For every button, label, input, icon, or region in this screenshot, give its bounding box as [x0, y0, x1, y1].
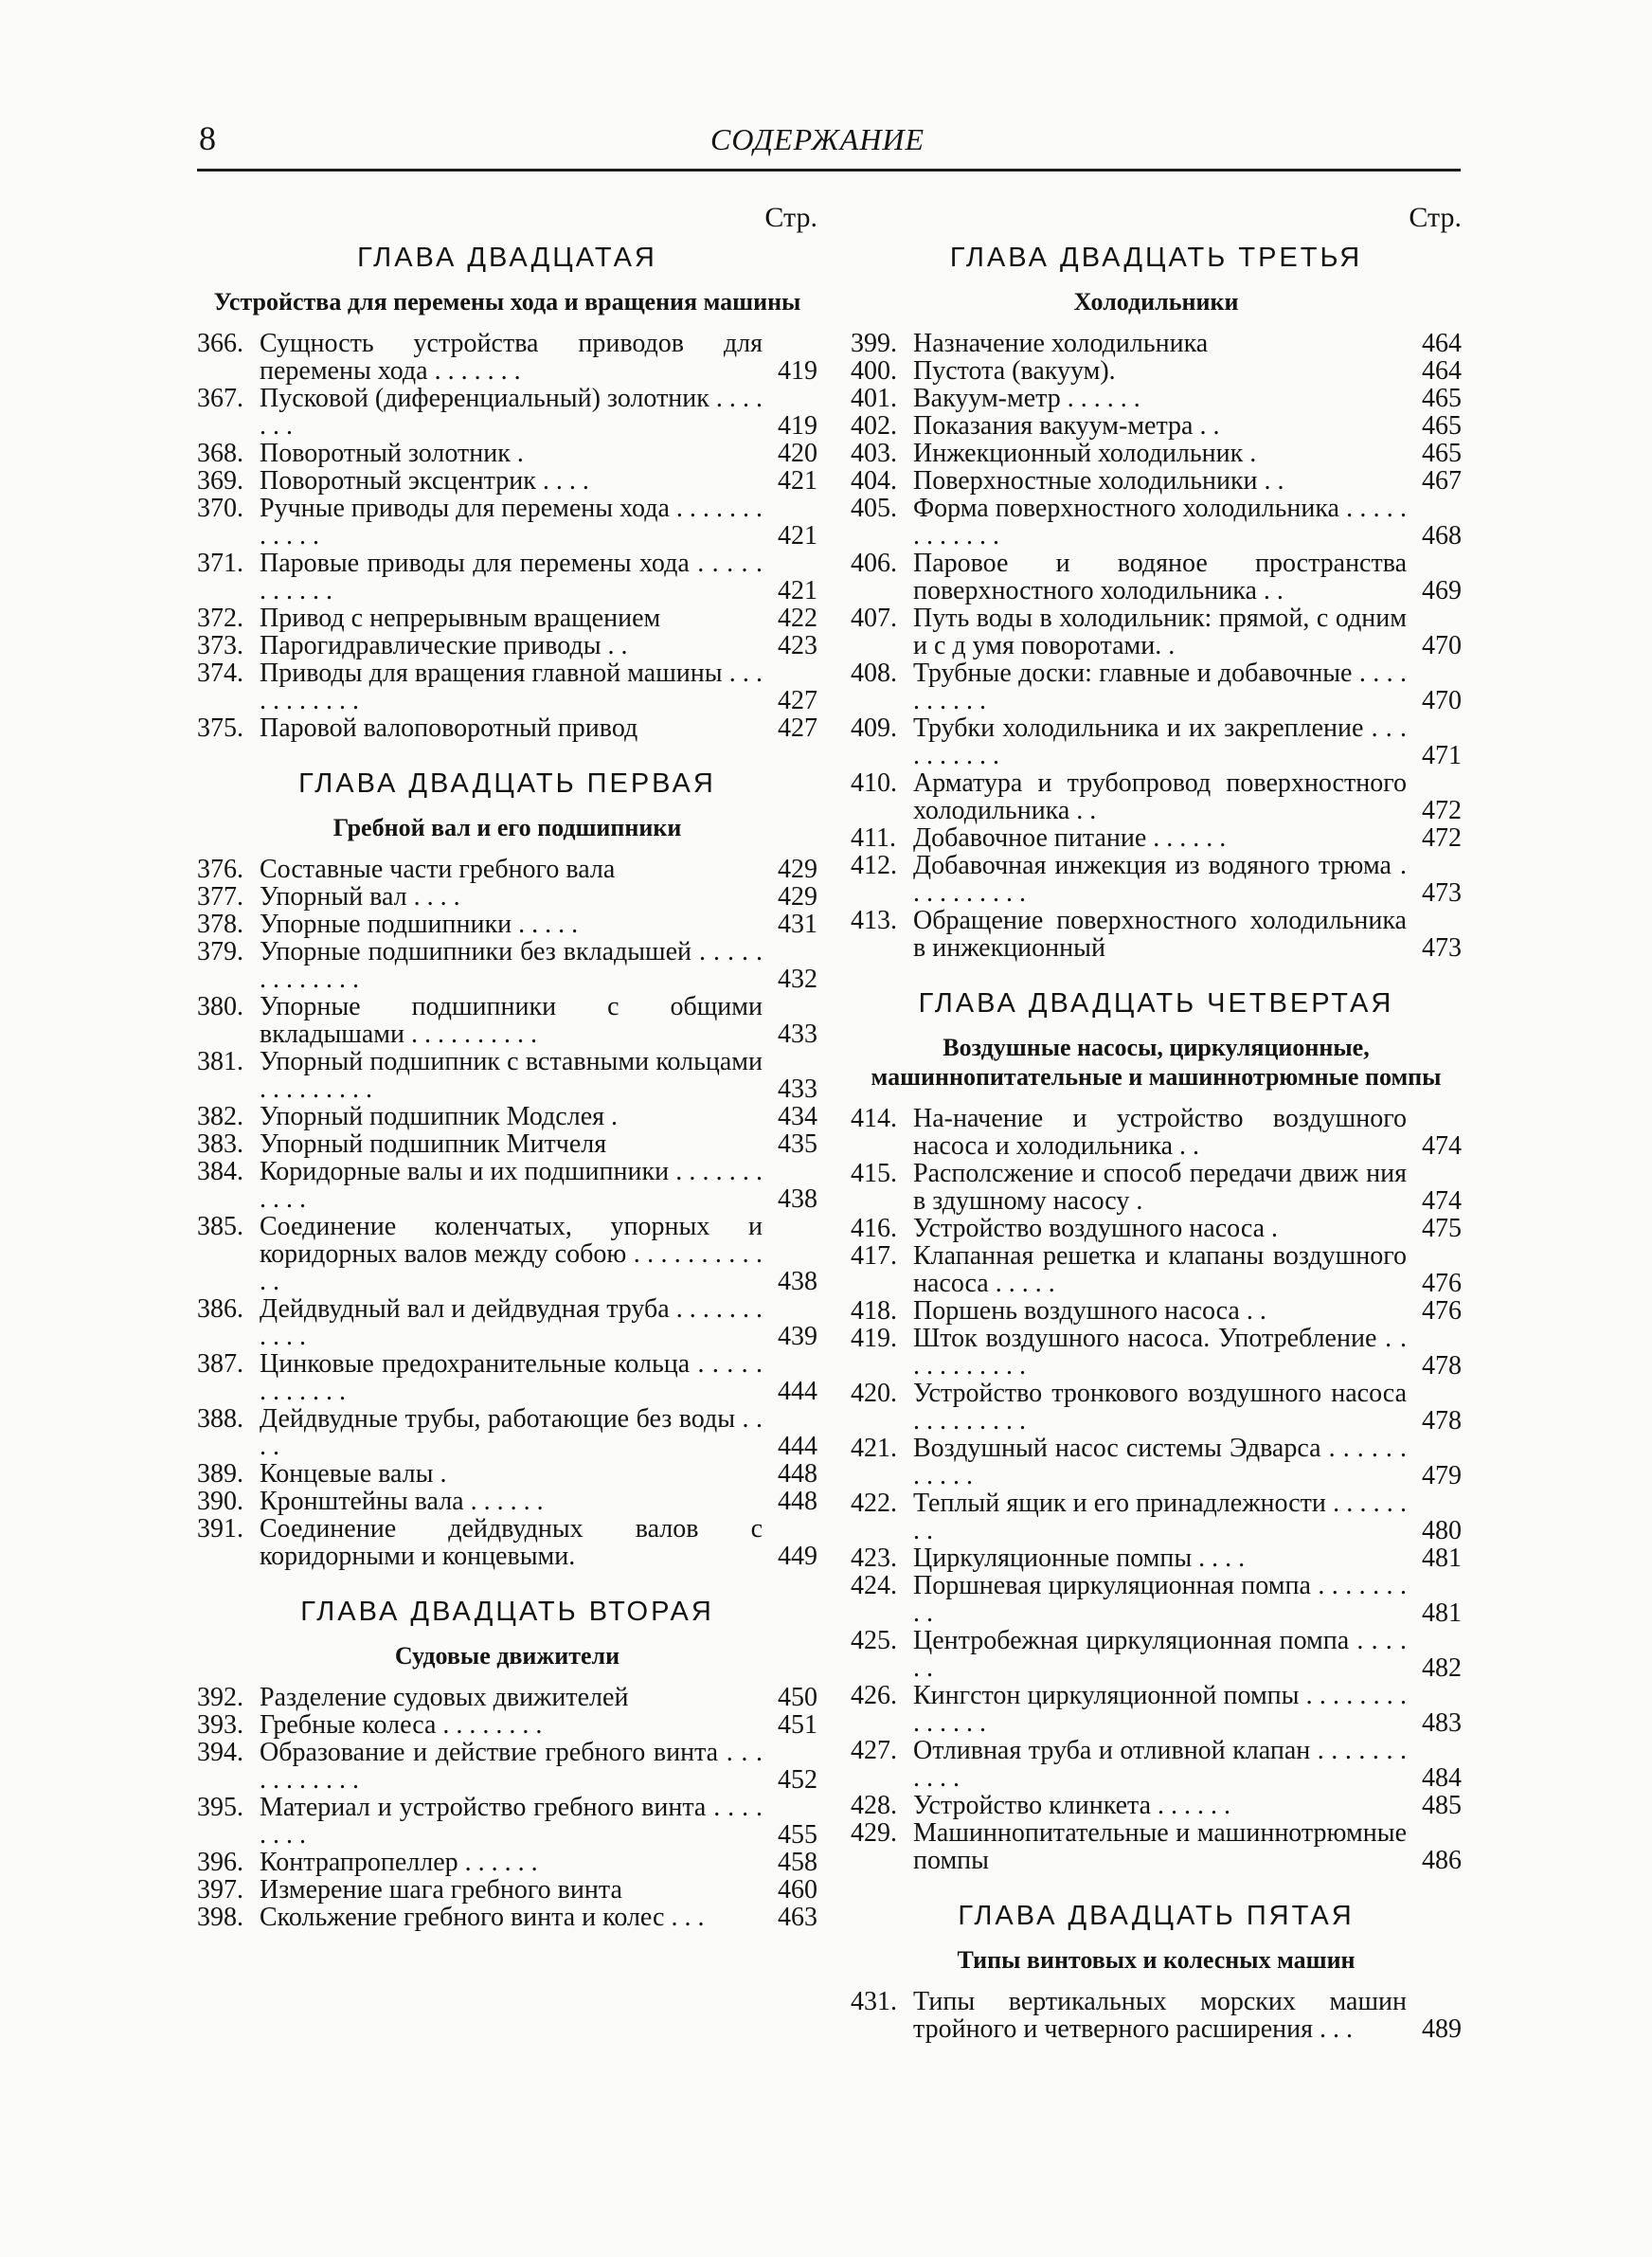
entry-title: Ручные приводы для перемены хода . . . . . . . . . . . .	[260, 494, 763, 551]
toc-entry	[851, 1490, 1462, 1544]
entry-title: Составные части гребного вала	[260, 855, 616, 884]
entry-number: 418.	[851, 1296, 897, 1326]
entry-title: Упорные подшипники с общими вкладышами . . . . . . . . . .	[260, 992, 763, 1049]
entry-number: 423.	[851, 1544, 897, 1573]
entry-title: Показания вакуум-метра . .	[913, 411, 1220, 441]
entry-title: Материал и устройство гребного винта . . . . . . . .	[260, 1793, 763, 1850]
toc-entry	[197, 1739, 817, 1794]
entry-number: 385.	[197, 1212, 243, 1241]
toc-entry	[197, 714, 817, 742]
entry-page: 434	[778, 1102, 817, 1131]
entry-title: Арматура и трубопровод поверхностного холодильника . .	[913, 768, 1407, 825]
entry-number: 382.	[197, 1102, 243, 1131]
toc-entry	[197, 993, 817, 1048]
entry-title: Скольжение гребного винта и колес . . .	[260, 1903, 705, 1932]
entry-page: 478	[1422, 1351, 1462, 1381]
toc-entry	[197, 1849, 817, 1876]
entry-title: Соединение дейдвудных валов с коридорными и концевыми.	[260, 1514, 763, 1571]
entry-number: 405.	[851, 494, 897, 523]
toc-entry	[851, 1215, 1462, 1242]
entry-page: 460	[778, 1875, 817, 1905]
entry-number: 367.	[197, 384, 243, 413]
entry-number: 417.	[851, 1241, 897, 1271]
toc-entry	[851, 1297, 1462, 1325]
entry-number: 410.	[851, 768, 897, 798]
toc-entry	[197, 1794, 817, 1849]
toc-entry	[197, 1158, 817, 1213]
toc-entry	[851, 852, 1462, 907]
entry-number: 383.	[197, 1129, 243, 1159]
entry-number: 387.	[197, 1349, 243, 1379]
entry-title: Трубные доски: главные и добавочные . . . . . . . . . .	[913, 659, 1407, 715]
toc-entry	[851, 1435, 1462, 1490]
toc-entry	[851, 1682, 1462, 1737]
chapter-title: ГЛАВА ДВАДЦАТЬ ПЯТАЯ	[958, 1901, 1355, 1931]
entry-number: 395.	[197, 1793, 243, 1822]
right-column	[851, 199, 1462, 2043]
entry-number: 397.	[197, 1875, 243, 1905]
entry-number: 393.	[197, 1710, 243, 1740]
entry-number: 407.	[851, 604, 897, 633]
entry-title: Кронштейны вала . . . . . .	[260, 1487, 544, 1516]
entry-title: Добавочное питание . . . . . .	[913, 823, 1227, 853]
entry-number: 374.	[197, 659, 243, 688]
entry-number: 409.	[851, 713, 897, 743]
entry-page: 479	[1422, 1461, 1462, 1490]
entry-title: Инжекционный холодильник .	[913, 439, 1257, 468]
entry-page: 472	[1422, 796, 1462, 825]
entry-page: 486	[1422, 1846, 1462, 1875]
entry-number: 392.	[197, 1683, 243, 1712]
entry-number: 390.	[197, 1487, 243, 1516]
entry-page: 482	[1422, 1653, 1462, 1683]
entry-page: 476	[1422, 1296, 1462, 1326]
toc-entry	[197, 1103, 817, 1130]
entry-page: 429	[778, 855, 817, 884]
entry-title: Упорные подшипники . . . . .	[260, 910, 579, 939]
entry-number: 371.	[197, 549, 243, 578]
toc-entry	[851, 412, 1462, 440]
entry-page: 448	[778, 1459, 817, 1489]
entry-page: 435	[778, 1129, 817, 1159]
entry-title: Форма поверхностного холодильника . . . . . . . . . . . .	[913, 494, 1407, 551]
entry-number: 411.	[851, 823, 896, 853]
entry-number: 398.	[197, 1903, 243, 1932]
toc-entry	[851, 495, 1462, 550]
entry-page: 470	[1422, 686, 1462, 715]
left-column	[197, 199, 817, 1931]
entry-number: 396.	[197, 1848, 243, 1877]
toc-entry	[197, 1295, 817, 1350]
toc-entry	[851, 1737, 1462, 1792]
entry-title: Образование и действие гребного винта . . . . . . . . . . .	[260, 1738, 763, 1795]
toc-entry	[851, 1242, 1462, 1297]
entry-title: Машиннопитательные и машиннотрюмные помпы	[913, 1818, 1407, 1875]
entry-title: Поворотный золотник .	[260, 439, 524, 468]
entry-page: 427	[778, 713, 817, 743]
entry-page: 432	[778, 965, 817, 994]
toc-entry	[197, 1515, 817, 1570]
entry-page: 448	[778, 1487, 817, 1516]
toc-entry	[197, 911, 817, 938]
entry-title: Путь воды в холодильник: прямой, с одним и с д умя поворотами. .	[913, 604, 1407, 660]
entry-title: Трубки холодильника и их закрепление . . . . . . . . . .	[913, 713, 1407, 770]
entry-page: 421	[778, 576, 817, 605]
entry-page: 485	[1422, 1791, 1462, 1820]
entry-number: 414.	[851, 1104, 897, 1133]
entry-page: 476	[1422, 1269, 1462, 1298]
entry-page: 470	[1422, 631, 1462, 660]
entry-page: 422	[778, 604, 817, 633]
entry-page: 473	[1422, 933, 1462, 963]
entry-number: 412.	[851, 851, 897, 880]
entry-title: Упорный подшипник Митчеля	[260, 1129, 607, 1159]
chapter-title: ГЛАВА ДВАДЦАТАЯ	[357, 243, 657, 273]
toc-entry	[197, 938, 817, 993]
toc-entry	[197, 550, 817, 605]
toc-entry	[851, 1544, 1462, 1572]
entry-title: Сущность устройства приводов для перемены хода . . . . . . .	[260, 329, 763, 386]
entry-page: 467	[1422, 466, 1462, 496]
chapter-title: ГЛАВА ДВАДЦАТЬ ТРЕТЬЯ	[949, 243, 1363, 273]
entry-title: Располсжение и способ передачи движ ния в здушному насосу .	[913, 1159, 1407, 1216]
entry-title: Упорный вал . . . .	[260, 882, 460, 912]
toc-entry	[851, 907, 1462, 962]
entry-page: 450	[778, 1683, 817, 1712]
toc-entry	[197, 1048, 817, 1103]
entry-title: Добавочная инжекция из водяного трюма . . . . . . . . . .	[913, 851, 1407, 908]
toc-entry	[197, 883, 817, 911]
entry-number: 381.	[197, 1047, 243, 1076]
entry-title: Приводы для вращения главной машины . . . . . . . . . . .	[260, 659, 763, 715]
toc-entry	[197, 1684, 817, 1711]
entry-page: 444	[778, 1432, 817, 1461]
entry-page: 433	[778, 1074, 817, 1104]
entry-title: Поверхностные холодильники . .	[913, 466, 1284, 496]
entry-number: 386.	[197, 1294, 243, 1324]
entry-page: 469	[1422, 576, 1462, 605]
toc-entry	[851, 357, 1462, 385]
entry-title: Коридорные валы и их подшипники . . . . . . . . . . .	[260, 1157, 763, 1214]
page-number: 8	[199, 119, 216, 157]
chapter-title: ГЛАВА ДВАДЦАТЬ ЧЕТВЕРТАЯ	[918, 988, 1394, 1019]
entry-number: 376.	[197, 855, 243, 884]
toc-entry	[851, 1105, 1462, 1160]
chapter-subtitle: Судовые движители	[394, 1642, 620, 1670]
entry-title: Циркуляционные помпы . . . .	[913, 1544, 1246, 1573]
toc-entry	[197, 1130, 817, 1158]
running-title: СОДЕРЖАНИЕ	[710, 122, 925, 156]
entry-title: Шток воздушного насоса. Употребление . . . . . . . . . . .	[913, 1324, 1407, 1381]
entry-number: 369.	[197, 466, 243, 496]
chapter-subtitle: Типы винтовых и колесных машин	[957, 1946, 1356, 1974]
entry-title: Вакуум-метр . . . . . .	[913, 384, 1140, 413]
toc-entry	[851, 824, 1462, 852]
entry-page: 474	[1422, 1186, 1462, 1216]
entry-number: 401.	[851, 384, 897, 413]
toc-entry	[851, 385, 1462, 412]
entry-title: Паровое и водяное пространства поверхностного холодильника . .	[913, 549, 1407, 605]
chapter-title: ГЛАВА ДВАДЦАТЬ ВТОРАЯ	[300, 1597, 714, 1627]
entry-title: Устройство тронкового воздушного насоса . . . . . . . . .	[913, 1379, 1407, 1435]
entry-number: 408.	[851, 659, 897, 688]
entry-number: 391.	[197, 1514, 243, 1544]
toc-entry	[851, 550, 1462, 605]
entry-number: 375.	[197, 713, 243, 743]
chapter-subtitle: Воздушные насосы, циркуляционные, машиннопитательные и машиннотрюмные помпы	[871, 1034, 1442, 1091]
entry-number: 426.	[851, 1681, 897, 1710]
toc-entry	[851, 714, 1462, 769]
toc-entry	[851, 330, 1462, 357]
entry-page: 458	[778, 1848, 817, 1877]
entry-number: 424.	[851, 1571, 897, 1600]
toc-entry	[197, 659, 817, 714]
entry-page: 481	[1422, 1598, 1462, 1628]
entry-title: Паровой валоповоротный привод	[260, 713, 638, 743]
entry-number: 378.	[197, 910, 243, 939]
toc-entry	[197, 632, 817, 659]
entry-number: 427.	[851, 1736, 897, 1765]
entry-page: 431	[778, 910, 817, 939]
entry-title: Центробежная циркуляционная помпа . . . . . .	[913, 1626, 1407, 1683]
entry-title: Воздушный насос системы Эдварса . . . . . . . . . . .	[913, 1434, 1407, 1490]
entry-number: 421.	[851, 1434, 897, 1463]
entry-title: Гребные колеса . . . . . . . .	[260, 1710, 543, 1740]
entry-page: 472	[1422, 823, 1462, 853]
chapter-subtitle: Холодильники	[1073, 288, 1239, 316]
toc-entry	[851, 1988, 1462, 2043]
entry-page: 473	[1422, 878, 1462, 908]
entry-page: 468	[1422, 521, 1462, 551]
entry-page: 419	[778, 356, 817, 386]
toc-entry	[851, 769, 1462, 824]
entry-page: 449	[778, 1542, 817, 1571]
entry-page: 439	[778, 1322, 817, 1351]
entry-page: 438	[778, 1267, 817, 1296]
entry-title: Дейдвудные трубы, работающие без воды . . . .	[260, 1404, 763, 1461]
entry-page: 421	[778, 466, 817, 496]
entry-page: 465	[1422, 439, 1462, 468]
entry-page: 444	[778, 1377, 817, 1406]
entry-title: Обращение поверхностного холодильника в инжекционный	[913, 906, 1407, 963]
entry-number: 388.	[197, 1404, 243, 1434]
toc-entry	[851, 659, 1462, 714]
entry-title: Клапанная решетка и клапаны воздушного насоса . . . . .	[913, 1241, 1407, 1298]
entry-number: 429.	[851, 1818, 897, 1848]
entry-number: 431.	[851, 1987, 897, 2016]
toc-entry	[851, 440, 1462, 467]
toc-entry	[197, 1876, 817, 1904]
toc-entry	[197, 385, 817, 440]
toc-entry	[851, 1572, 1462, 1627]
entry-number: 402.	[851, 411, 897, 441]
toc-entry	[197, 1350, 817, 1405]
entry-number: 379.	[197, 937, 243, 966]
toc-entry	[197, 1904, 817, 1931]
entry-title: Типы вертикальных морских машин тройного и четверного расширения . . .	[913, 1987, 1407, 2044]
entry-number: 372.	[197, 604, 243, 633]
entry-number: 399.	[851, 329, 897, 358]
entry-page: 489	[1422, 2014, 1462, 2044]
entry-number: 400.	[851, 356, 897, 386]
entry-title: Соединение коленчатых, упорных и коридорных валов между собою . . . . . . . . . . . .	[260, 1212, 763, 1296]
chapter-subtitle: Гребной вал и его подшипники	[332, 814, 682, 841]
entry-title: Пустота (вакуум).	[913, 356, 1116, 386]
entry-title: Упорный подшипник Модслея .	[260, 1102, 618, 1131]
entry-title: Теплый ящик и его принадлежности . . . . . . . .	[913, 1489, 1407, 1545]
entry-page: 478	[1422, 1406, 1462, 1435]
entry-number: 370.	[197, 494, 243, 523]
entry-number: 404.	[851, 466, 897, 496]
toc-entry	[197, 440, 817, 467]
entry-title: Поворотный эксцентрик . . . .	[260, 466, 589, 496]
entry-page: 464	[1422, 329, 1462, 358]
entry-number: 377.	[197, 882, 243, 912]
header-rule	[197, 169, 1461, 172]
entry-title: Паровые приводы для перемены хода . . . . . . . . . . .	[260, 549, 763, 605]
toc-entry	[197, 1488, 817, 1515]
entry-title: Кингстон циркуляционной помпы . . . . . . . . . . . . . .	[913, 1681, 1407, 1738]
entry-number: 403.	[851, 439, 897, 468]
entry-page: 475	[1422, 1214, 1462, 1243]
toc-entry	[197, 495, 817, 550]
entry-page: 433	[778, 1020, 817, 1049]
toc-entry	[197, 330, 817, 385]
entry-title: Отливная труба и отливной клапан . . . . . . . . . . .	[913, 1736, 1407, 1793]
toc-entry	[197, 856, 817, 883]
entry-number: 366.	[197, 329, 243, 358]
entry-number: 413.	[851, 906, 897, 935]
entry-number: 406.	[851, 549, 897, 578]
page-header	[199, 118, 1459, 164]
entry-title: Упорные подшипники без вкладышей . . . . . . . . . . . . .	[260, 937, 763, 994]
entry-title: Упорный подшипник с вставными кольцами . . . . . . . . .	[260, 1047, 763, 1104]
entry-page: 421	[778, 521, 817, 551]
page-column-label: Стр.	[1409, 202, 1462, 233]
entry-page: 455	[778, 1820, 817, 1850]
entry-page: 420	[778, 439, 817, 468]
entry-number: 415.	[851, 1159, 897, 1188]
entry-number: 428.	[851, 1791, 897, 1820]
entry-title: Устройство воздушного насоса .	[913, 1214, 1279, 1243]
entry-number: 425.	[851, 1626, 897, 1655]
entry-number: 389.	[197, 1459, 243, 1489]
entry-number: 419.	[851, 1324, 897, 1353]
entry-title: Дейдвудный вал и дейдвудная труба . . . . . . . . . . .	[260, 1294, 763, 1351]
toc-entry	[197, 1405, 817, 1460]
entry-title: На-начение и устройство воздушного насоса и холодильника . .	[913, 1104, 1407, 1161]
entry-page: 483	[1422, 1708, 1462, 1738]
toc-entry	[851, 1627, 1462, 1682]
toc-entry	[851, 467, 1462, 495]
entry-number: 373.	[197, 631, 243, 660]
entry-number: 394.	[197, 1738, 243, 1767]
toc-entry	[197, 1460, 817, 1488]
entry-title: Устройство клинкета . . . . . .	[913, 1791, 1231, 1820]
toc-entry	[197, 1213, 817, 1295]
entry-page: 427	[778, 686, 817, 715]
page-column-label: Стр.	[764, 202, 817, 233]
toc-entry	[197, 467, 817, 495]
entry-title: Концевые валы .	[260, 1459, 447, 1489]
toc-entry	[851, 1160, 1462, 1215]
entry-page: 451	[778, 1710, 817, 1740]
entry-page: 464	[1422, 356, 1462, 386]
chapter-subtitle: Устройства для перемены хода и вращения машины	[213, 288, 801, 316]
entry-page: 480	[1422, 1516, 1462, 1545]
entry-title: Разделение судовых движителей	[260, 1683, 629, 1712]
entry-page: 463	[778, 1903, 817, 1932]
entry-page: 423	[778, 631, 817, 660]
entry-number: 368.	[197, 439, 243, 468]
entry-title: Назначение холодильника	[913, 329, 1209, 358]
toc-entry	[851, 605, 1462, 659]
entry-number: 384.	[197, 1157, 243, 1186]
chapter-title: ГЛАВА ДВАДЦАТЬ ПЕРВАЯ	[298, 768, 716, 799]
entry-title: Привод с непрерывным вращением	[260, 604, 661, 633]
toc-entry	[851, 1325, 1462, 1380]
entry-title: Цинковые предохранительные кольца . . . . . . . . . . . .	[260, 1349, 763, 1406]
entry-title: Парогидравлические приводы . .	[260, 631, 628, 660]
entry-page: 429	[778, 882, 817, 912]
entry-title: Контрапропеллер . . . . . .	[260, 1848, 538, 1877]
entry-page: 474	[1422, 1131, 1462, 1161]
entry-page: 419	[778, 411, 817, 441]
entry-page: 471	[1422, 741, 1462, 770]
toc-entry	[197, 605, 817, 632]
entry-page: 465	[1422, 384, 1462, 413]
toc-entry	[851, 1819, 1462, 1874]
entry-page: 481	[1422, 1544, 1462, 1573]
entry-number: 416.	[851, 1214, 897, 1243]
entry-title: Поршень воздушного насоса . .	[913, 1296, 1266, 1326]
entry-title: Пусковой (диференциальный) золотник . . . . . . .	[260, 384, 763, 441]
entry-page: 438	[778, 1184, 817, 1214]
entry-page: 484	[1422, 1763, 1462, 1793]
entry-number: 420.	[851, 1379, 897, 1408]
entry-title: Поршневая циркуляционная помпа . . . . . . . . .	[913, 1571, 1407, 1628]
entry-page: 465	[1422, 411, 1462, 441]
toc-entry	[851, 1380, 1462, 1435]
entry-number: 380.	[197, 992, 243, 1021]
toc-entry	[851, 1792, 1462, 1819]
entry-number: 422.	[851, 1489, 897, 1518]
entry-page: 452	[778, 1765, 817, 1795]
toc-entry	[197, 1711, 817, 1739]
entry-title: Измерение шага гребного винта	[260, 1875, 622, 1905]
